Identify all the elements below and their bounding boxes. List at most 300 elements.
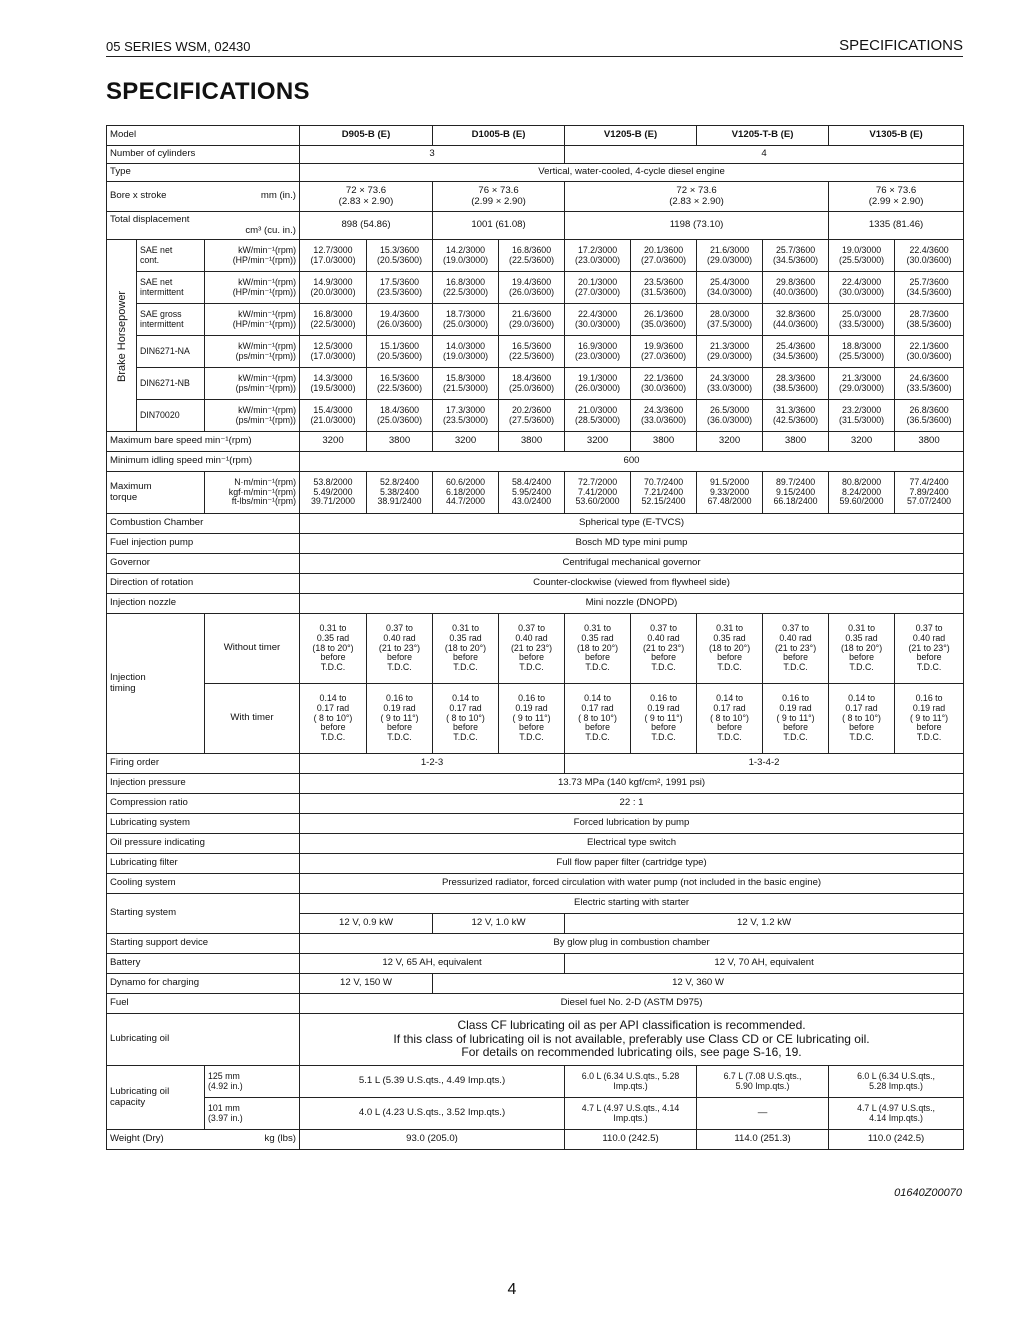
row-label: Battery xyxy=(107,954,300,974)
table-cell xyxy=(205,1066,300,1098)
cell-line: 0.17 rad xyxy=(449,702,482,713)
table-row xyxy=(107,400,964,432)
page-header xyxy=(106,36,963,57)
cell-line: 14.2/3000 xyxy=(445,244,486,255)
cell-line: 0.16 to xyxy=(782,692,809,703)
table-cell xyxy=(300,368,367,400)
table-cell xyxy=(697,614,763,684)
cell-line: (2.83 × 2.90) xyxy=(669,195,724,207)
table-cell xyxy=(137,400,205,432)
cell-line: (34.0/3000) xyxy=(707,286,753,297)
cell-line: Maximum xyxy=(110,480,152,492)
cell-line: kW/min⁻¹(rpm) xyxy=(238,308,296,319)
model-header: D905-B (E) xyxy=(300,126,433,146)
cell-line: 43.0/2400 xyxy=(511,496,552,507)
cell-line: 21.6/3600 xyxy=(511,308,552,319)
cell-line: (18 to 20°) xyxy=(840,642,883,653)
cell-line: 15.1/3600 xyxy=(379,340,420,351)
cell-line: (31.5/3600) xyxy=(641,286,687,297)
cell-line: (38.5/3600) xyxy=(906,318,952,329)
cell-line: 22.4/3600 xyxy=(909,244,949,255)
cell-line: 5.28 Imp.qts.) xyxy=(869,1080,923,1091)
cell-line: T.D.C. xyxy=(783,732,808,743)
cell-line: 17.3/3000 xyxy=(445,404,486,415)
cell-line: 0.16 to xyxy=(518,692,545,703)
table-cell xyxy=(565,336,631,368)
cell-line: 0.35 rad xyxy=(845,632,878,643)
table-cell xyxy=(300,240,367,272)
row-label: Lubricating system xyxy=(107,814,300,834)
cell-line: (34.5/3600) xyxy=(773,350,819,361)
cell-line: 25.7/3600 xyxy=(775,244,816,255)
table-cell xyxy=(565,614,631,684)
cell-line: before xyxy=(585,652,610,663)
cell-line: before xyxy=(585,722,610,733)
table-row xyxy=(107,146,964,164)
cell-line: 17.2/3000 xyxy=(577,244,618,255)
table-cell xyxy=(763,336,829,368)
cell-line: 0.37 to xyxy=(386,622,413,633)
table-cell: 1335 (81.46) xyxy=(829,212,964,240)
cell-line: ( 9 to 11°) xyxy=(644,712,683,723)
cell-line: (30.0/3000) xyxy=(575,318,621,329)
cell-line: before xyxy=(519,652,544,663)
table-cell: 3800 xyxy=(499,432,565,452)
cell-line: 5.95/2400 xyxy=(511,486,552,497)
row-label: Type xyxy=(107,164,300,182)
row-unit: kg (lbs) xyxy=(264,1133,296,1145)
cell-line: T.D.C. xyxy=(585,732,610,743)
row-label: Dynamo for charging xyxy=(107,974,300,994)
cell-line: 0.14 to xyxy=(452,692,479,703)
cell-line: before xyxy=(453,722,478,733)
table-row xyxy=(107,368,964,400)
cell-line: 7.41/2000 xyxy=(577,486,618,497)
cell-line: (30.0/3600) xyxy=(906,350,952,361)
cell-line: 38.91/2400 xyxy=(377,496,422,507)
table-row xyxy=(107,934,964,954)
cell-line: 16.8/3000 xyxy=(313,308,353,319)
row-label: Combustion Chamber xyxy=(107,514,300,534)
table-cell xyxy=(895,614,964,684)
table-cell: 5.1 L (5.39 U.S.qts., 4.49 Imp.qts.) xyxy=(300,1066,565,1098)
cell-line: T.D.C. xyxy=(651,732,676,743)
cell-line: 0.31 to xyxy=(452,622,479,633)
table-cell xyxy=(367,472,433,514)
cell-line: ( 8 to 10°) xyxy=(578,712,617,723)
cell-line: 91.5/2000 xyxy=(709,476,750,487)
table-row xyxy=(107,126,964,146)
table-cell xyxy=(300,400,367,432)
cell-line: cont. xyxy=(140,254,160,265)
cell-line: T.D.C. xyxy=(387,662,412,673)
cell-line: Imp.qts.) xyxy=(613,1080,648,1091)
table-cell xyxy=(829,304,895,336)
row-label: Oil pressure indicating xyxy=(107,834,300,854)
cell-line: ( 9 to 11°) xyxy=(776,712,815,723)
cell-line: 60.6/2000 xyxy=(445,476,486,487)
cell-line: (30.0/3000) xyxy=(839,286,885,297)
cell-line: (19.0/3000) xyxy=(443,350,489,361)
cell-line: (20.5/3600) xyxy=(377,350,422,361)
cell-line: 44.7/2000 xyxy=(445,496,486,507)
cell-line: 31.3/3600 xyxy=(775,404,816,415)
table-cell xyxy=(829,614,895,684)
cell-line: intermittent xyxy=(140,286,184,297)
cell-line: 9.15/2400 xyxy=(775,486,816,497)
table-cell xyxy=(895,368,964,400)
table-cell xyxy=(499,684,565,754)
cell-line: 0.37 to xyxy=(782,622,809,633)
table-cell: 12 V, 150 W xyxy=(300,974,433,994)
table-cell xyxy=(763,400,829,432)
table-cell xyxy=(565,272,631,304)
cell-line: 15.4/3000 xyxy=(313,404,353,415)
table-cell: 1-3-4-2 xyxy=(565,754,964,774)
table-cell xyxy=(631,368,697,400)
cell-line: 7.89/2400 xyxy=(909,486,949,497)
cell-line: 22.4/3000 xyxy=(577,308,618,319)
table-cell xyxy=(631,272,697,304)
row-label: Direction of rotation xyxy=(107,574,300,594)
table-row xyxy=(107,452,964,472)
cell-line: 7.21/2400 xyxy=(643,486,684,497)
table-cell xyxy=(367,240,433,272)
table-cell xyxy=(300,472,367,514)
table-row xyxy=(107,1130,964,1150)
cell-line: T.D.C. xyxy=(320,662,346,673)
cell-line: (HP/min⁻¹(rpm)) xyxy=(232,254,296,265)
cell-line: 0.35 rad xyxy=(581,632,614,643)
row-label xyxy=(107,1066,205,1130)
cell-line: 0.40 rad xyxy=(383,632,416,643)
cell-line: T.D.C. xyxy=(849,732,874,743)
cell-line: Class CF lubricating oil as per API classification is recommended. xyxy=(457,1018,806,1033)
cell-line: before xyxy=(916,652,942,663)
cell-line: 0.31 to xyxy=(716,622,743,633)
cell-line: 0.40 rad xyxy=(779,632,812,643)
table-row xyxy=(107,1014,964,1066)
cell-line: 0.19 rad xyxy=(515,702,548,713)
table-cell xyxy=(205,272,300,304)
table-cell: 114.0 (251.3) xyxy=(697,1130,829,1150)
cell-line: 19.1/3000 xyxy=(577,372,618,383)
table-cell xyxy=(300,272,367,304)
cell-line: before xyxy=(849,652,875,663)
cell-line: (29.0/3000) xyxy=(707,254,753,265)
table-cell: 93.0 (205.0) xyxy=(300,1130,565,1150)
cell-line: (37.5/3000) xyxy=(707,318,753,329)
table-cell xyxy=(697,400,763,432)
cell-line: 53.60/2000 xyxy=(575,496,620,507)
table-cell xyxy=(565,684,631,754)
table-cell xyxy=(205,1098,300,1130)
cell-line: (27.0/3000) xyxy=(575,286,621,297)
cell-line: (20.5/3600) xyxy=(377,254,422,265)
cell-line: 0.16 to xyxy=(915,692,943,703)
cell-line: 22.1/3600 xyxy=(909,340,949,351)
table-cell xyxy=(829,472,895,514)
cell-line: 18.7/3000 xyxy=(445,308,486,319)
table-row xyxy=(107,554,964,574)
table-cell: 22 : 1 xyxy=(300,794,964,814)
cell-line: SAE net xyxy=(140,276,173,287)
table-row xyxy=(107,994,964,1014)
cell-line: kgf·m/min⁻¹(rpm) xyxy=(228,486,296,497)
cell-line: 72.7/2000 xyxy=(577,476,618,487)
cell-line: (ps/min⁻¹(rpm)) xyxy=(235,382,296,393)
cell-line: T.D.C. xyxy=(717,662,742,673)
cell-line: 18.4/3600 xyxy=(379,404,420,415)
table-cell xyxy=(565,240,631,272)
cell-line: T.D.C. xyxy=(585,662,610,673)
cell-line: (35.0/3600) xyxy=(641,318,687,329)
cell-line: ( 8 to 10°) xyxy=(446,712,485,723)
table-cell xyxy=(829,400,895,432)
cell-line: 0.14 to xyxy=(848,692,875,703)
cell-line: before xyxy=(387,652,412,663)
row-label: Compression ratio xyxy=(107,794,300,814)
table-cell xyxy=(137,272,205,304)
table-cell xyxy=(300,304,367,336)
cell-line: before xyxy=(453,652,478,663)
table-cell xyxy=(565,1098,697,1130)
table-cell xyxy=(697,272,763,304)
cell-line: 16.9/3000 xyxy=(577,340,618,351)
table-cell: 3800 xyxy=(895,432,964,452)
cell-line: (21 to 23°) xyxy=(378,642,421,653)
cell-line: (HP/min⁻¹(rpm)) xyxy=(232,318,296,329)
cell-line: (27.5/3600) xyxy=(509,414,555,425)
table-cell xyxy=(499,368,565,400)
table-cell xyxy=(631,400,697,432)
cell-line: 26.5/3000 xyxy=(709,404,750,415)
table-cell xyxy=(763,240,829,272)
cell-line: before xyxy=(320,652,346,663)
table-cell: Electric starting with starter xyxy=(300,894,964,914)
table-cell: Diesel fuel No. 2-D (ASTM D975) xyxy=(300,994,964,1014)
cell-line: 0.40 rad xyxy=(912,632,946,643)
cell-line: 21.6/3000 xyxy=(709,244,750,255)
cell-line: 0.14 to xyxy=(319,692,347,703)
table-cell xyxy=(829,368,895,400)
table-cell xyxy=(367,614,433,684)
table-cell: 4.0 L (4.23 U.S.qts., 3.52 Imp.qts.) xyxy=(300,1098,565,1130)
table-cell xyxy=(367,304,433,336)
cell-line: (27.0/3600) xyxy=(641,254,687,265)
cell-line: before xyxy=(519,722,544,733)
table-row xyxy=(107,164,964,182)
table-row xyxy=(107,336,964,368)
cell-line: (21 to 23°) xyxy=(908,642,950,653)
cell-line: (25.0/3600) xyxy=(377,414,422,425)
table-cell: Pressurized radiator, forced circulation with water pump (not included in the basic engine) xyxy=(300,874,964,894)
cell-line: 16.8/3600 xyxy=(511,244,552,255)
row-label: Minimum idling speed min⁻¹(rpm) xyxy=(107,452,300,472)
table-cell xyxy=(433,272,499,304)
row-label: Starting support device xyxy=(107,934,300,954)
table-cell: 3200 xyxy=(433,432,499,452)
cell-line: 0.19 rad xyxy=(647,702,680,713)
table-cell xyxy=(631,614,697,684)
table-row xyxy=(107,240,964,272)
table-cell xyxy=(697,684,763,754)
cell-line: 0.17 rad xyxy=(713,702,746,713)
cell-line: T.D.C. xyxy=(519,732,544,743)
cell-line: 6.0 L (6.34 U.S.qts., xyxy=(857,1070,936,1081)
brake-horsepower-label: Brake Horsepower xyxy=(107,240,137,432)
row-sublabel: Without timer xyxy=(205,614,300,684)
cell-line: ( 9 to 11°) xyxy=(380,712,419,723)
table-cell xyxy=(895,336,964,368)
figure-code: 01640Z00070 xyxy=(894,1187,962,1199)
table-cell xyxy=(205,240,300,272)
cell-line: 20.2/3600 xyxy=(511,404,552,415)
cell-line: 0.40 rad xyxy=(515,632,548,643)
cell-line: (22.5/3600) xyxy=(509,350,555,361)
cell-line: 0.16 to xyxy=(386,692,413,703)
table-cell xyxy=(763,368,829,400)
table-cell xyxy=(137,304,205,336)
table-row xyxy=(107,574,964,594)
cell-line: 25.4/3600 xyxy=(775,340,816,351)
cell-line: 76 × 73.6 xyxy=(875,184,917,196)
table-cell: 12 V, 65 AH, equivalent xyxy=(300,954,565,974)
cell-line: 18.4/3600 xyxy=(511,372,552,383)
header-right: SPECIFICATIONS xyxy=(839,37,963,54)
cell-line: (21 to 23°) xyxy=(642,642,685,653)
cell-line: (40.0/3600) xyxy=(773,286,819,297)
cell-line: 24.6/3600 xyxy=(909,372,949,383)
cell-line: (26.0/3600) xyxy=(377,318,422,329)
cell-line: ( 9 to 11°) xyxy=(512,712,551,723)
cell-line: 19.4/3600 xyxy=(511,276,552,287)
table-cell xyxy=(433,614,499,684)
cell-line: 16.5/3600 xyxy=(379,372,420,383)
row-label: Starting system xyxy=(107,894,300,934)
table-row xyxy=(107,212,964,240)
table-cell xyxy=(763,472,829,514)
cell-line: 4.14 Imp.qts.) xyxy=(869,1112,923,1123)
cell-line: 89.7/2400 xyxy=(775,476,816,487)
cell-line: 22.1/3600 xyxy=(643,372,684,383)
cell-line: 66.18/2400 xyxy=(773,496,818,507)
table-cell xyxy=(300,336,367,368)
table-cell xyxy=(433,368,499,400)
table-cell: Spherical type (E-TVCS) xyxy=(300,514,964,534)
table-cell xyxy=(137,240,205,272)
table-cell: Forced lubrication by pump xyxy=(300,814,964,834)
cell-line: (2.99 × 2.90) xyxy=(471,195,526,207)
row-unit: cm³ (cu. in.) xyxy=(245,224,296,236)
table-cell xyxy=(433,240,499,272)
table-cell xyxy=(631,304,697,336)
table-cell xyxy=(829,240,895,272)
table-cell: 3800 xyxy=(367,432,433,452)
table-cell xyxy=(697,336,763,368)
cell-line: 5.49/2000 xyxy=(313,486,353,497)
cell-line: DIN6271-NB xyxy=(140,377,190,388)
table-row xyxy=(107,854,964,874)
row-label: Number of cylinders xyxy=(107,146,300,164)
table-cell xyxy=(565,368,631,400)
cell-line: kW/min⁻¹(rpm) xyxy=(238,276,296,287)
header-left: 05 SERIES WSM, 02430 xyxy=(106,39,251,54)
cell-line: before xyxy=(717,652,743,663)
cell-line: (22.5/3600) xyxy=(377,382,422,393)
cell-line: 6.18/2000 xyxy=(445,486,486,497)
cell-line: 0.17 rad xyxy=(581,702,614,713)
cell-line: 23.2/3000 xyxy=(841,404,882,415)
cell-line: (30.0/3600) xyxy=(906,254,952,265)
cell-line: (22.5/3000) xyxy=(310,318,356,329)
table-row xyxy=(107,794,964,814)
cell-line: (23.0/3000) xyxy=(575,350,621,361)
cell-line: (18 to 20°) xyxy=(708,642,751,653)
cell-line: (23.5/3600) xyxy=(377,286,422,297)
table-cell: — xyxy=(697,1098,829,1130)
model-header: V1305-B (E) xyxy=(829,126,964,146)
table-cell xyxy=(137,336,205,368)
table-cell xyxy=(300,614,367,684)
cell-line: 0.37 to xyxy=(518,622,545,633)
table-cell xyxy=(300,182,433,212)
cell-line: (22.5/3000) xyxy=(443,286,489,297)
table-cell xyxy=(433,400,499,432)
table-row xyxy=(107,684,964,754)
table-cell xyxy=(895,472,964,514)
table-cell xyxy=(433,182,565,212)
table-cell: Centrifugal mechanical governor xyxy=(300,554,964,574)
table-cell xyxy=(565,182,829,212)
cell-line: (23.0/3000) xyxy=(575,254,621,265)
row-label: Injection pressure xyxy=(107,774,300,794)
cell-line: 19.4/3600 xyxy=(379,308,420,319)
table-cell xyxy=(697,304,763,336)
cell-line: 14.9/3000 xyxy=(313,276,353,287)
table-cell xyxy=(367,368,433,400)
cell-line: (30.0/3600) xyxy=(641,382,687,393)
cell-line: T.D.C. xyxy=(916,732,942,743)
cell-line: 26.8/3600 xyxy=(909,404,949,415)
cell-line: 77.4/2400 xyxy=(909,476,949,487)
cell-line: before xyxy=(783,722,809,733)
table-cell xyxy=(433,472,499,514)
table-cell xyxy=(829,182,964,212)
table-cell xyxy=(829,1098,964,1130)
cell-line: 15.3/3600 xyxy=(379,244,420,255)
cell-line: T.D.C. xyxy=(651,662,676,673)
table-cell: 600 xyxy=(300,452,964,472)
row-label xyxy=(107,472,205,514)
table-cell: 110.0 (242.5) xyxy=(565,1130,697,1150)
table-cell: 3200 xyxy=(697,432,763,452)
table-row xyxy=(107,774,964,794)
row-label: Governor xyxy=(107,554,300,574)
table-cell xyxy=(763,304,829,336)
cell-line: (25.5/3000) xyxy=(839,254,885,265)
cell-line: SAE net xyxy=(140,244,173,255)
table-row xyxy=(107,834,964,854)
table-cell: Mini nozzle (DNOPD) xyxy=(300,594,964,614)
table-row xyxy=(107,272,964,304)
cell-line: 8.24/2000 xyxy=(841,486,882,497)
table-cell xyxy=(565,400,631,432)
cell-line: 0.17 rad xyxy=(316,702,350,713)
table-cell xyxy=(697,1066,829,1098)
table-row xyxy=(107,1098,964,1130)
model-label: Model xyxy=(107,126,300,146)
